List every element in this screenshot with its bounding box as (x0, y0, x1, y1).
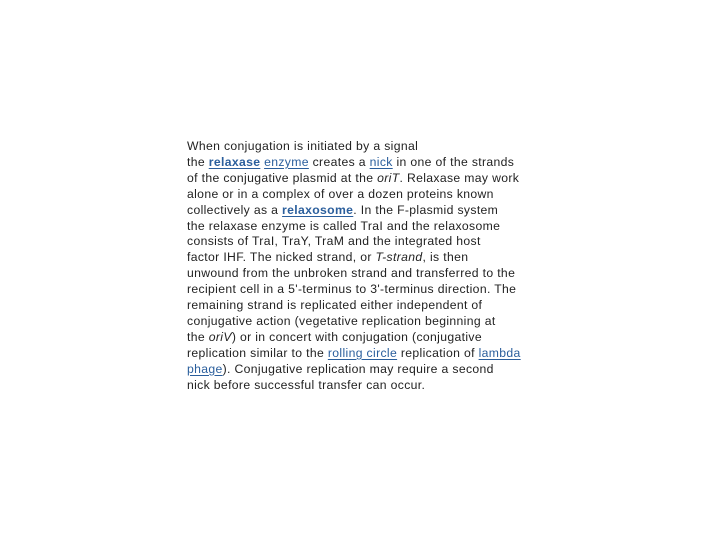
text: of the conjugative plasmid at the (187, 170, 378, 185)
relaxase-link[interactable]: relaxase (208, 154, 261, 169)
text: replication similar to the (187, 345, 328, 360)
text: the (187, 154, 209, 169)
line-6 (187, 219, 547, 235)
line-1 (187, 139, 547, 155)
text: collectively as a (187, 202, 283, 217)
line-7 (187, 234, 547, 250)
line-11 (187, 298, 547, 314)
text: nick before successful transfer can occur. (187, 377, 426, 392)
line-16 (187, 378, 547, 394)
text: replication of (397, 345, 479, 360)
text: . Relaxase may work (399, 170, 520, 185)
text: consists of TraI, TraY, TraM and the integrated host (187, 234, 481, 249)
orit-term: oriT (377, 170, 400, 185)
text: factor IHF. The nicked strand, or (187, 250, 376, 265)
enzyme-link[interactable]: enzyme (264, 154, 309, 169)
line-15 (187, 362, 547, 378)
line-2 (187, 155, 547, 171)
line-10 (187, 282, 547, 298)
text: When conjugation is initiated by a signal (187, 139, 419, 153)
text: the relaxase enzyme is called TraI and the relaxosome (187, 218, 501, 233)
text: , is then (422, 250, 469, 265)
text: recipient cell in a 5'-terminus to 3'-terminus direction. The (187, 282, 517, 297)
text: unwound from the unbroken strand and transferred to the (187, 266, 516, 281)
relaxosome-link[interactable]: relaxosome (282, 202, 354, 217)
rolling-circle-link[interactable]: rolling circle (327, 345, 398, 360)
line-12 (187, 314, 547, 330)
t-strand-term: T-strand (375, 250, 423, 265)
line-4 (187, 187, 547, 203)
text: ). Conjugative replication may require a second (222, 361, 494, 376)
phage-link[interactable]: phage (187, 361, 223, 376)
oriv-term: oriV (208, 329, 232, 344)
line-3 (187, 171, 547, 187)
text: creates a (308, 154, 370, 169)
line-8 (187, 250, 547, 266)
text: alone or in a complex of over a dozen proteins known (187, 186, 494, 201)
text: conjugative action (vegetative replication beginning at (187, 313, 496, 328)
line-5 (187, 203, 547, 219)
line-14 (187, 346, 547, 362)
line-9 (187, 266, 547, 282)
lambda-link[interactable]: lambda (478, 345, 521, 360)
text: in one of the strands (392, 154, 515, 169)
conjugation-paragraph (187, 139, 547, 394)
text: remaining strand is replicated either independent of (187, 298, 483, 313)
text: . In the F-plasmid system (353, 202, 499, 217)
nick-link[interactable]: nick (369, 154, 393, 169)
text: the (187, 329, 209, 344)
line-13 (187, 330, 547, 346)
text: ) or in concert with conjugation (conjugative (231, 329, 482, 344)
